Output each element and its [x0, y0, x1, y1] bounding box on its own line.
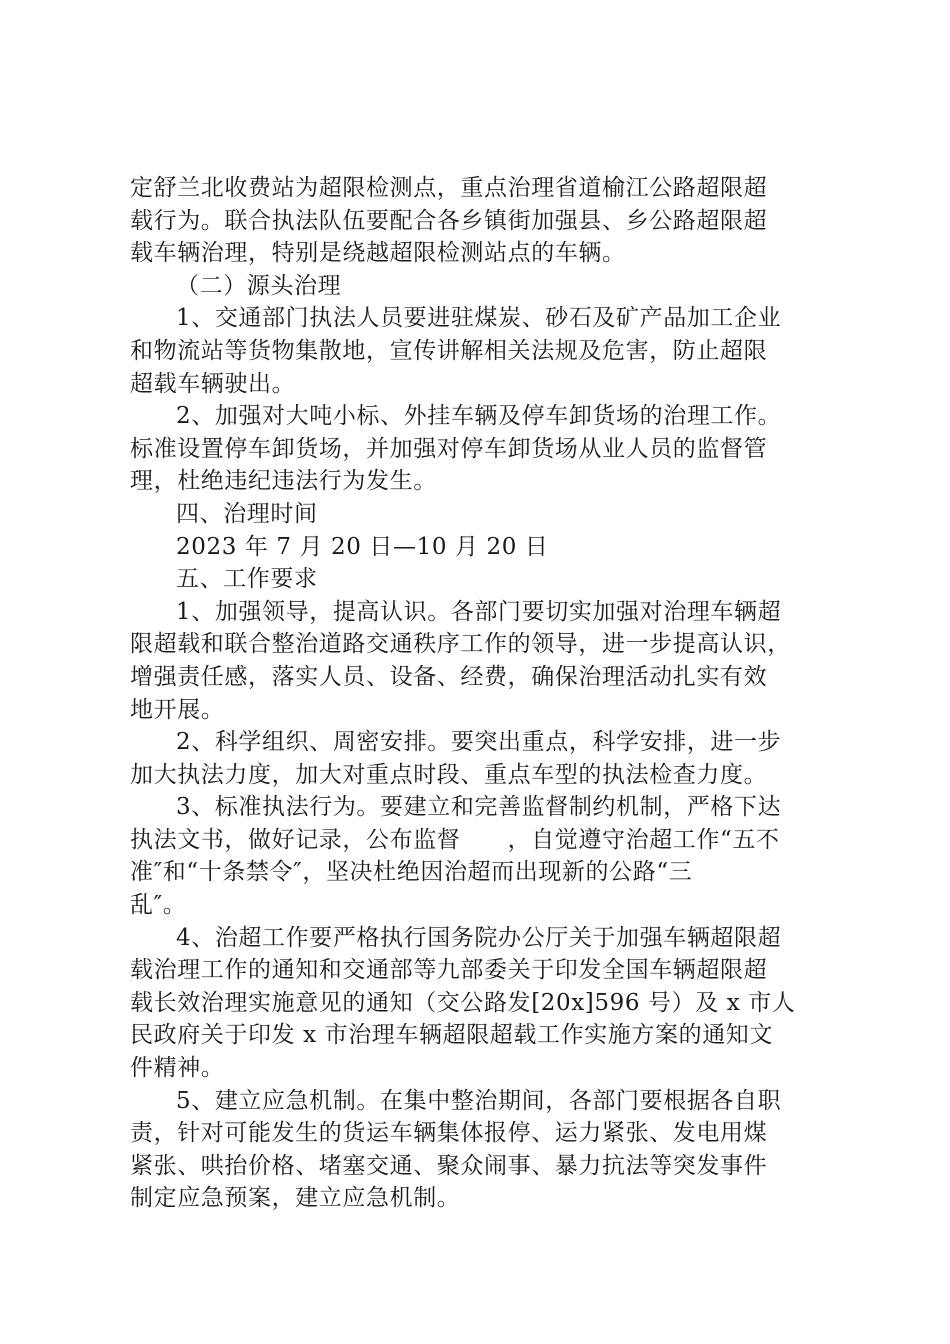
text-line: 2、加强对大吨小标、外挂车辆及停车卸货场的治理工作。: [176, 403, 782, 430]
text-line: 载治理工作的通知和交通部等九部委关于印发全国车辆超限超: [130, 957, 768, 984]
text-line: 四、治理时间: [176, 500, 318, 527]
text-line: 乱″。: [130, 892, 187, 919]
document-body: [130, 172, 830, 1215]
text-line: 理，杜绝违纪违法行为发生。: [130, 468, 437, 495]
paragraph-requirement-1: [130, 596, 830, 726]
text-line: 1、加强领导，提高认识。各部门要切实加强对治理车辆超: [176, 598, 782, 625]
text-line: 5、建立应急机制。在集中整治期间，各部门要根据各自职: [176, 1087, 782, 1114]
text-line: 件精神。: [130, 1055, 225, 1082]
text-line: 五、工作要求: [176, 566, 318, 593]
paragraph-requirement-4: [130, 922, 830, 1085]
text-line: 加大执法力度，加大对重点时段、重点车型的执法检查力度。: [130, 761, 768, 788]
text-line: 制定应急预案，建立应急机制。: [130, 1185, 461, 1212]
text-line: 定舒兰北收费站为超限检测点，重点治理省道榆江公路超限超: [130, 175, 768, 201]
schedule-dates: [130, 531, 830, 564]
paragraph-requirement-5: [130, 1085, 830, 1215]
text-line: 1、交通部门执法人员要进驻煤炭、砂石及矿产品加工企业: [176, 305, 782, 332]
paragraph-requirement-3: [130, 791, 830, 921]
section-heading-source-control: [130, 270, 830, 303]
text-line: 执法文书，做好记录，公布监督 ，自觉遵守治超工作“五不: [130, 826, 780, 853]
paragraph-source-control-2: [130, 400, 830, 498]
text-line: 增强责任感，落实人员、设备、经费，确保治理活动扎实有效: [130, 663, 768, 690]
text-line: （二）源头治理: [176, 272, 342, 299]
text-line: 标准设置停车卸货场，并加强对停车卸货场从业人员的监督管: [130, 435, 768, 462]
text-line: 限超载和联合整治道路交通秩序工作的领导，进一步提高认识，: [130, 631, 791, 658]
text-line: 3、标准执法行为。要建立和完善监督制约机制，严格下达: [176, 794, 782, 821]
text-line: 责，针对可能发生的货运车辆集体报停、运力紧张、发电用煤: [130, 1120, 768, 1147]
text-line: 准″和“十条禁令″，坚决杜绝因治超而出现新的公路“三: [130, 859, 693, 886]
text-line: 载行为。联合执法队伍要配合各乡镇街加强县、乡公路超限超: [130, 207, 768, 234]
text-line: 民政府关于印发 x 市治理车辆超限超载工作实施方案的通知文: [130, 1022, 773, 1049]
section-heading-schedule: [130, 498, 830, 531]
section-heading-requirements: [130, 563, 830, 596]
paragraph-requirement-2: [130, 726, 830, 791]
paragraph-inspection-point: [130, 172, 830, 270]
paragraph-source-control-1: [130, 302, 830, 400]
text-line: 超载车辆驶出。: [130, 370, 296, 397]
text-line: 载车辆治理，特别是绕越超限检测站点的车辆。: [130, 240, 626, 267]
text-line: 地开展。: [130, 696, 225, 723]
text-line: 4、治超工作要严格执行国务院办公厅关于加强车辆超限超: [176, 924, 782, 951]
text-line: 和物流站等货物集散地，宣传讲解相关法规及危害，防止超限: [130, 337, 768, 364]
text-line: 2023 年 7 月 20 日—10 月 20 日: [176, 533, 549, 560]
text-line: 2、科学组织、周密安排。要突出重点，科学安排，进一步: [176, 729, 782, 756]
text-line: 紧张、哄抬价格、堵塞交通、聚众闹事、暴力抗法等突发事件: [130, 1152, 768, 1179]
text-line: 载长效治理实施意见的通知（交公路发[20x]596 号）及 x 市人: [130, 989, 796, 1016]
